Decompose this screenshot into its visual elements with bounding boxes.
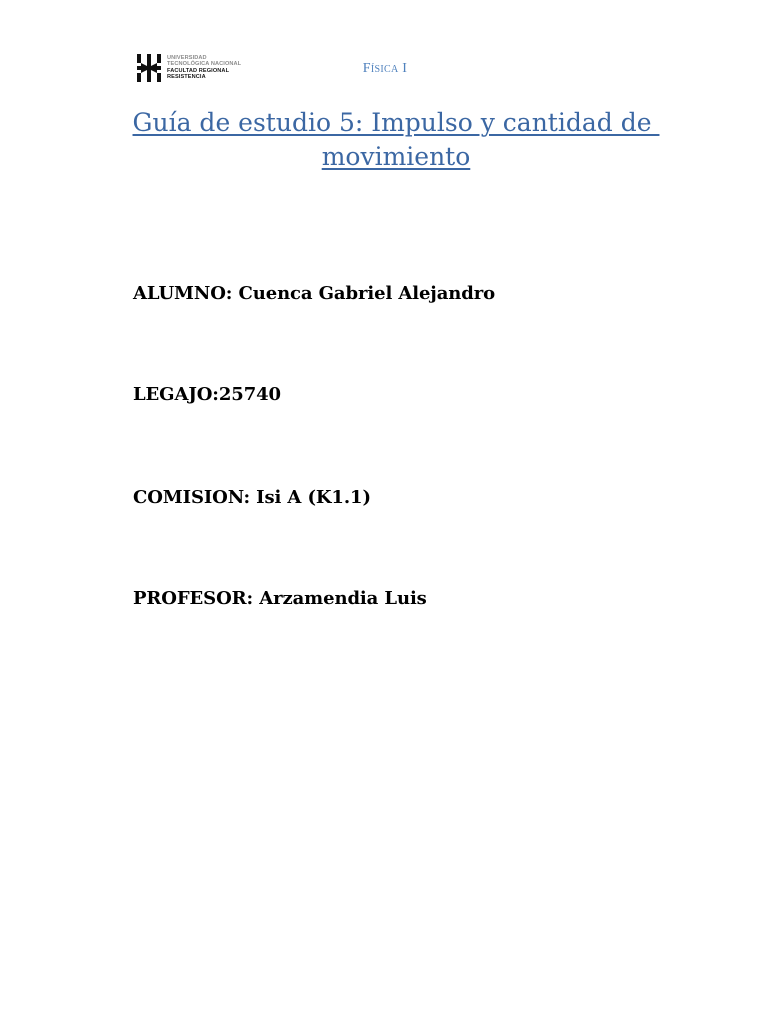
file-number-field: LEGAJO:25740 (133, 384, 281, 405)
logo-text (167, 55, 241, 80)
document-title: Guía de estudio 5: Impulso y cantidad de movimiento (132, 108, 652, 171)
logo-line: TECNOLÓGICA NACIONAL (167, 61, 242, 68)
commission-field: COMISION: Isi A (K1.1) (133, 487, 371, 508)
student-field: ALUMNO: Cuenca Gabriel Alejandro (133, 283, 496, 304)
utn-logo-icon (136, 53, 162, 83)
course-header: Física I (362, 61, 408, 76)
professor-field: PROFESOR: Arzamendia Luis (133, 588, 427, 609)
university-logo (136, 53, 251, 87)
logo-line: FACULTAD REGIONAL (167, 67, 230, 74)
logo-line: UNIVERSIDAD (167, 55, 207, 61)
logo-line: RESISTENCIA (167, 73, 206, 80)
